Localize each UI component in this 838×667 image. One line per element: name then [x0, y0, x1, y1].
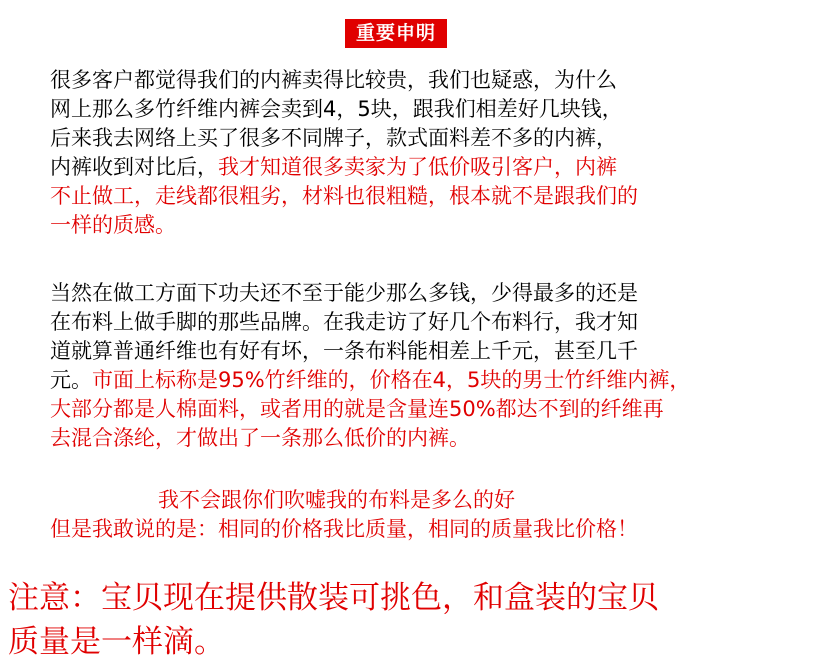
paragraph2-line2: 在布料上做手脚的那些品牌。在我走访了好几个布料行，我才知	[50, 310, 638, 334]
notice-line1: 注意：宝贝现在提供散装可挑色，和盒装的宝贝	[8, 580, 659, 616]
paragraph3-line1: 我不会跟你们吹嘘我的布料是多么的好	[158, 488, 515, 512]
paragraph2-line3: 道就算普通纤维也有好有坏，一条布料能相差上千元，甚至几千	[50, 339, 638, 363]
notice-packaging	[8, 576, 828, 664]
paragraph1-line4-black: 内裤收到对比后，	[50, 155, 218, 179]
paragraph-promise	[50, 486, 810, 544]
paragraph2-line4	[50, 366, 810, 395]
paragraph1-line2: 网上那么多竹纤维内裤会卖到4，5块，跟我们相差好几块钱，	[50, 97, 623, 121]
paragraph1-line4	[50, 153, 810, 182]
announcement-title: 重要申明	[345, 19, 447, 48]
paragraph1-line5: 不止做工，走线都很粗劣，材料也很粗糙，根本就不是跟我们的	[50, 184, 638, 208]
paragraph2-line4-black: 元。	[50, 368, 92, 392]
paragraph2-line1: 当然在做工方面下功夫还不至于能少那么多钱，少得最多的还是	[50, 281, 638, 305]
paragraph2-line4-red: 市面上标称是95%竹纤维的，价格在4，5块的男士竹纤维内裤，	[92, 368, 691, 392]
paragraph1-line1: 很多客户都觉得我们的内裤卖得比较贵，我们也疑惑，为什么	[50, 68, 617, 92]
paragraph-fabric-quality	[50, 279, 810, 453]
paragraph-price-comparison	[50, 66, 810, 240]
paragraph3-line2: 但是我敢说的是：相同的价格我比质量，相同的质量我比价格！	[50, 517, 638, 541]
notice-line2: 质量是一样滴。	[8, 624, 225, 660]
paragraph2-line5: 大部分都是人棉面料，或者用的就是含量连50%都达不到的纤维再	[50, 397, 664, 421]
paragraph1-line4-red: 我才知道很多卖家为了低价吸引客户，内裤	[218, 155, 617, 179]
paragraph1-line6: 一样的质感。	[50, 213, 176, 237]
paragraph2-line6: 去混合涤纶，才做出了一条那么低价的内裤。	[50, 426, 470, 450]
paragraph1-line3: 后来我去网络上买了很多不同牌子，款式面料差不多的内裤，	[50, 126, 617, 150]
